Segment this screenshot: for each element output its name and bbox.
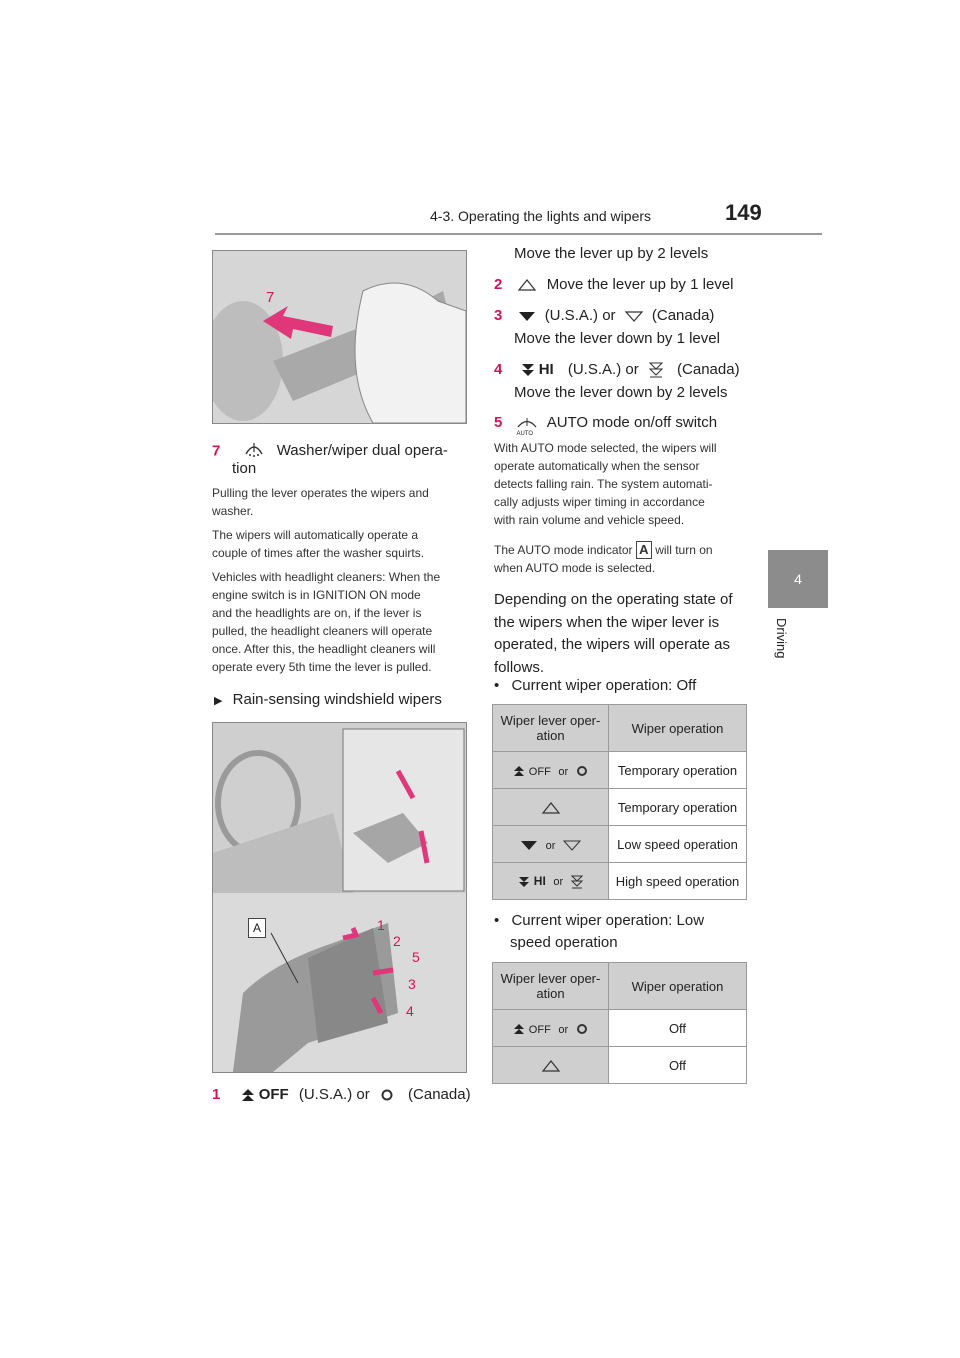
triangle-down-filled-icon [517, 307, 541, 324]
paragraph-line: the wipers when the wiper lever is [494, 613, 720, 631]
item-text: (U.S.A.) or [544, 307, 616, 324]
bullet-dot: • [494, 677, 500, 694]
callout-1: 1 [377, 917, 385, 933]
item-text: Move the lever up by 1 level [546, 276, 734, 293]
note-line: Vehicles with headlight cleaners: When the [212, 570, 441, 584]
table-header-operation: Wiper operation [609, 705, 747, 752]
chapter-tab: 4 [768, 550, 828, 608]
item-number: 7 [212, 442, 221, 460]
table-header-lever [493, 963, 609, 1010]
triangle-down-outline-icon [563, 839, 581, 851]
note-text: will turn on [655, 543, 713, 557]
callout-7: 7 [266, 289, 275, 306]
off-up-icon [513, 1023, 525, 1035]
notes-item-7 [212, 484, 467, 676]
operation-cell: High speed operation [609, 863, 747, 900]
item-number: 1 [212, 1086, 221, 1103]
item-3-cont: Move the lever down by 1 level [514, 330, 720, 347]
wiper-table-off [492, 704, 747, 900]
table-row [493, 1047, 747, 1084]
wiper-table-low [492, 962, 747, 1084]
item-4-cont: Move the lever down by 2 levels [514, 384, 728, 401]
callout-3: 3 [408, 976, 416, 992]
operation-cell: Temporary operation [609, 752, 747, 789]
triangle-down-outline-icon [624, 307, 648, 324]
item-1 [212, 1085, 471, 1104]
table-header-lever [493, 705, 609, 752]
item-7-label-cont: tion [232, 460, 257, 477]
lever-cell [493, 1010, 609, 1047]
item-text: (U.S.A.) or [298, 1086, 370, 1103]
triangle-up-outline-icon [517, 276, 541, 293]
or-text: or [553, 876, 564, 889]
operation-cell: Temporary operation [609, 789, 747, 826]
section-heading-rain-sensing [214, 690, 442, 711]
note-line: washer. [212, 504, 254, 518]
off-up-icon [513, 765, 525, 777]
bullet-current-off [494, 676, 696, 695]
chapter-label: Driving [774, 618, 789, 659]
note-line: pulled, the headlight cleaners will operate [212, 624, 433, 638]
running-header: 4-3. Operating the lights and wipers [430, 208, 652, 224]
item-text: (Canada) [651, 307, 715, 324]
lever-cell [493, 752, 609, 789]
or-text: or [558, 765, 569, 778]
notes-item-5 [494, 439, 749, 529]
item-3 [494, 306, 714, 325]
item-2 [494, 275, 733, 294]
or-text: or [545, 839, 556, 852]
callout-5: 5 [412, 949, 420, 965]
item-text: (Canada) [677, 361, 740, 378]
table-row [493, 1010, 747, 1047]
lever-cell [493, 789, 609, 826]
bullet-text: Current wiper operation: Low [511, 912, 705, 929]
callout-a-badge: A [636, 541, 652, 559]
note-line: couple of times after the washer squirts. [212, 546, 425, 560]
bullet-current-low [494, 911, 704, 930]
header-text: ation [536, 986, 565, 1001]
header-text: Wiper lever oper- [500, 713, 601, 728]
item-number: 5 [494, 414, 503, 431]
off-up-icon [241, 1086, 293, 1103]
mist-circle-icon [576, 765, 588, 777]
item-text: (Canada) [408, 1086, 471, 1103]
operation-cell: Off [609, 1010, 747, 1047]
item-text: AUTO mode on/off switch [546, 414, 718, 431]
paragraph-line: Depending on the operating state of [494, 591, 733, 608]
note-line: when AUTO mode is selected. [494, 561, 656, 575]
off-icon-label: OFF [528, 765, 551, 778]
callout-2: 2 [393, 933, 401, 949]
hi-icon-label: HI [538, 361, 554, 378]
rain-sensing-illustration [213, 723, 466, 1072]
mist-circle-icon [380, 1086, 398, 1103]
item-number: 4 [494, 361, 503, 378]
hi-down-icon [518, 876, 530, 888]
section-heading-text: Rain-sensing windshield wipers [232, 691, 442, 708]
header-rule [215, 233, 822, 235]
bullet-dot: • [494, 912, 500, 929]
note-line: Pulling the lever operates the wipers and [212, 486, 429, 500]
double-down-outline-icon [571, 875, 583, 889]
item-text: (U.S.A.) or [567, 361, 639, 378]
callout-4: 4 [406, 1003, 414, 1019]
triangle-bullet-icon: ▶ [214, 695, 223, 707]
item-number: 2 [494, 276, 503, 293]
bullet-text: Current wiper operation: Off [511, 677, 697, 694]
note-line: engine switch is in IGNITION ON mode [212, 588, 421, 602]
note-line: operate every 5th time the lever is pulled. [212, 660, 432, 674]
paragraph-line: operated, the wipers will operate as [494, 636, 730, 653]
item-number: 3 [494, 307, 503, 324]
bullet-current-low-cont: speed operation [510, 934, 618, 951]
note-line: operate automatically when the sensor [494, 459, 700, 473]
or-text: or [558, 1023, 569, 1036]
figure-rain-sensing-lever [212, 722, 467, 1073]
note-line: The wipers will automatically operate a [212, 528, 419, 542]
paragraph-line: follows. [494, 658, 545, 676]
lever-cell [493, 826, 609, 863]
note-line: With AUTO mode selected, the wipers will [494, 441, 717, 455]
off-icon-label: OFF [258, 1086, 289, 1103]
table-row [493, 752, 747, 789]
mist-circle-icon [576, 1023, 588, 1035]
auto-icon-label: AUTO [516, 431, 534, 438]
triangle-down-filled-icon [520, 839, 538, 851]
lever-cell [493, 863, 609, 900]
hi-down-icon [521, 361, 558, 378]
triangle-up-outline-icon [541, 1059, 561, 1073]
lever-cell [493, 1047, 609, 1084]
note-line: with rain volume and vehicle speed. [494, 513, 685, 527]
note-text: The AUTO mode indicator [494, 543, 633, 557]
page-number: 149 [725, 200, 762, 225]
off-icon-label: OFF [528, 1023, 551, 1036]
item-4 [494, 360, 740, 379]
item-1-cont: Move the lever up by 2 levels [514, 245, 709, 262]
item-5 [494, 413, 718, 438]
note-line: once. After this, the headlight cleaners will [212, 642, 436, 656]
triangle-up-outline-icon [541, 801, 561, 815]
table-row [493, 863, 747, 900]
item-label: Washer/wiper dual opera- [276, 442, 448, 460]
table-header-operation: Wiper operation [609, 963, 747, 1010]
note-line: cally adjusts wiper timing in accordance [494, 495, 705, 509]
operation-cell: Low speed operation [609, 826, 747, 863]
washer-lever-illustration [213, 251, 466, 423]
header-text: ation [536, 728, 565, 743]
hi-icon-label: HI [533, 874, 546, 889]
double-down-outline-icon [649, 361, 667, 378]
figure-washer-lever [212, 250, 467, 424]
callout-a: A [248, 918, 266, 938]
table-row [493, 789, 747, 826]
auto-mode-icon [515, 414, 539, 438]
table-row [493, 826, 747, 863]
header-text: Wiper lever oper- [500, 971, 601, 986]
depending-paragraph [494, 589, 733, 679]
operation-cell: Off [609, 1047, 747, 1084]
auto-indicator-note [494, 541, 754, 577]
note-line: and the headlights are on, if the lever is [212, 606, 422, 620]
note-line: detects falling rain. The system automati- [494, 477, 713, 491]
